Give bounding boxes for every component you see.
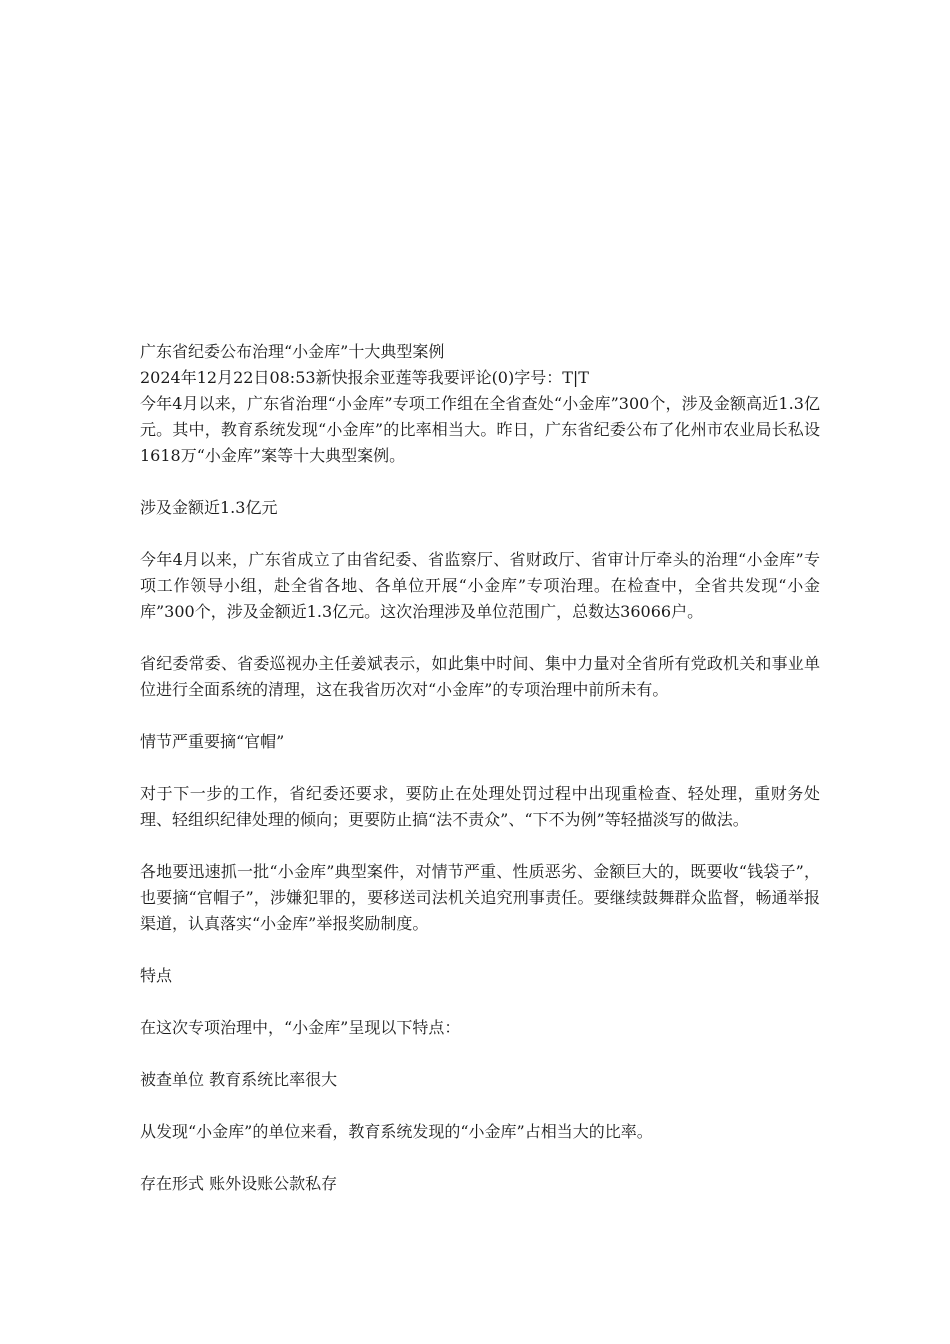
section-heading-punishment: 情节严重要摘“官帽” [140,732,285,751]
paragraph-education: 从发现“小金库”的单位来看，教育系统发现的“小金库”占相当大的比率。 [140,1122,653,1141]
paragraph-group-formation: 今年4月以来，广东省成立了由省纪委、省监察厅、省财政厅、省审计厅牵头的治理“小金库”专项工作领导小组，赴全省各地、各单位开展“小金库”专项治理。在检查中，全省共发现“小金库”300个，涉及金额近1.3亿元。这次治理涉及单位范围广，总数达36066户。 [140,550,820,621]
article-source: 新快报余亚莲等我要评论(0) [315,368,515,387]
article-meta [140,365,820,391]
paragraph-typical-cases: 各地要迅速抓一批“小金库”典型案件，对情节严重、性质恶劣、金额巨大的，既要收“钱袋子”，也要摘“官帽子”，涉嫌犯罪的，要移送司法机关追究刑事责任。要继续鼓舞群众监督，畅通举报渠道，认真落实“小金库”举报奖励制度。 [140,862,820,933]
lead-paragraph: 今年4月以来，广东省治理“小金库”专项工作组在全省查处“小金库”300个，涉及金额高近1.3亿元。其中，教育系统发现“小金库”的比率相当大。昨日，广东省纪委公布了化州市农业局长私设1618万“小金库”案等十大典型案例。 [140,394,820,465]
paragraph-next-steps: 对于下一步的工作，省纪委还要求，要防止在处理处罚过程中出现重检查、轻处理，重财务处理、轻组织纪律处理的倾向；更要防止搞“法不责众”、“下不为例”等轻描淡写的做法。 [140,784,820,829]
section-heading-features: 特点 [140,966,173,985]
article-title: 广东省纪委公布治理“小金库”十大典型案例 [140,342,445,361]
article [140,339,820,1197]
feature-heading-education: 被查单位 教育系统比率很大 [140,1070,338,1089]
font-size-control[interactable]: 字号：T|T [514,368,589,387]
paragraph-features-intro: 在这次专项治理中，“小金库”呈现以下特点： [140,1018,461,1037]
paragraph-official-statement: 省纪委常委、省委巡视办主任姜斌表示，如此集中时间、集中力量对全省所有党政机关和事业单位进行全面系统的清理，这在我省历次对“小金库”的专项治理中前所未有。 [140,654,820,699]
section-heading-amount: 涉及金额近1.3亿元 [140,498,278,517]
article-date: 2024年12月22日08:53 [140,368,316,387]
feature-heading-forms: 存在形式 账外设账公款私存 [140,1174,338,1193]
